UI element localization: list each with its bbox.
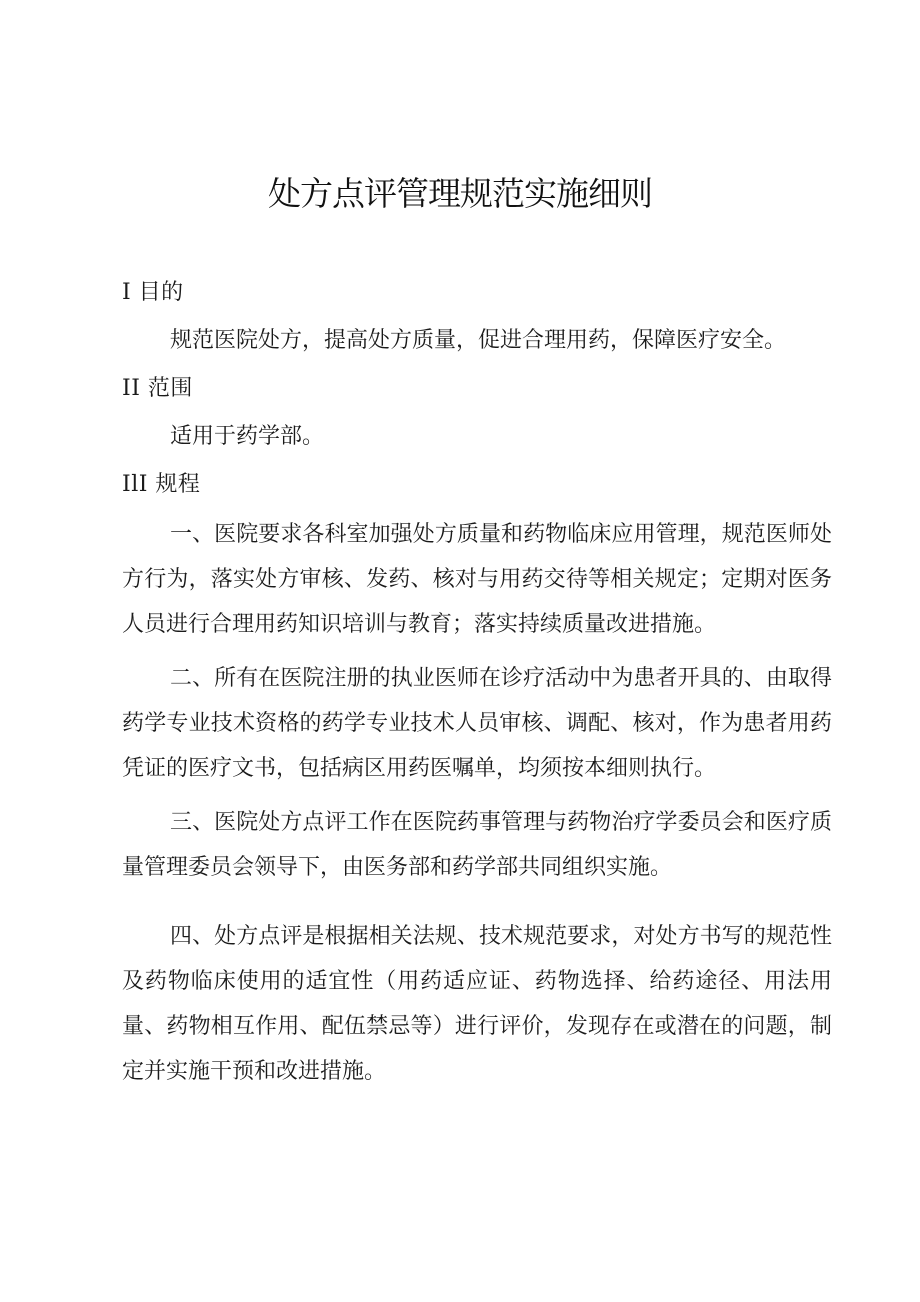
section-heading-scope: II 范围 [122,376,193,401]
procedure-paragraph-3: 三、医院处方点评工作在医院药事管理与药物治疗学委员会和医疗质量管理委员会领导下，由医务部和药学部共同组织实施。 [122,810,832,880]
section-paragraph-purpose: 规范医院处方，提高处方质量，促进合理用药，保障医疗安全。 [170,328,787,353]
procedure-paragraph-1: 一、医院要求各科室加强处方质量和药物临床应用管理，规范医师处方行为，落实处方审核、发药、核对与用药交待等相关规定；定期对医务人员进行合理用药知识培训与教育；落实持续质量改进措施。 [122,522,832,637]
section-heading-purpose: I 目的 [122,280,184,305]
section-paragraph-scope: 适用于药学部。 [170,424,325,449]
section-heading-procedure: IlI 规程 [122,472,201,497]
document-title: 处方点评管理规范实施细则 [268,174,652,213]
procedure-paragraph-2: 二、所有在医院注册的执业医师在诊疗活动中为患者开具的、由取得药学专业技术资格的药学专业技术人员审核、调配、核对，作为患者用药凭证的医疗文书，包括病区用药医嘱单，均须按本细则执行。 [122,666,832,781]
procedure-paragraph-4: 四、处方点评是根据相关法规、技术规范要求，对处方书写的规范性及药物临床使用的适宜性（用药适应证、药物选择、给药途径、用法用量、药物相互作用、配伍禁忌等）进行评价，发现存在或潜在的问题，制定并实施干预和改进措施。 [122,924,832,1084]
